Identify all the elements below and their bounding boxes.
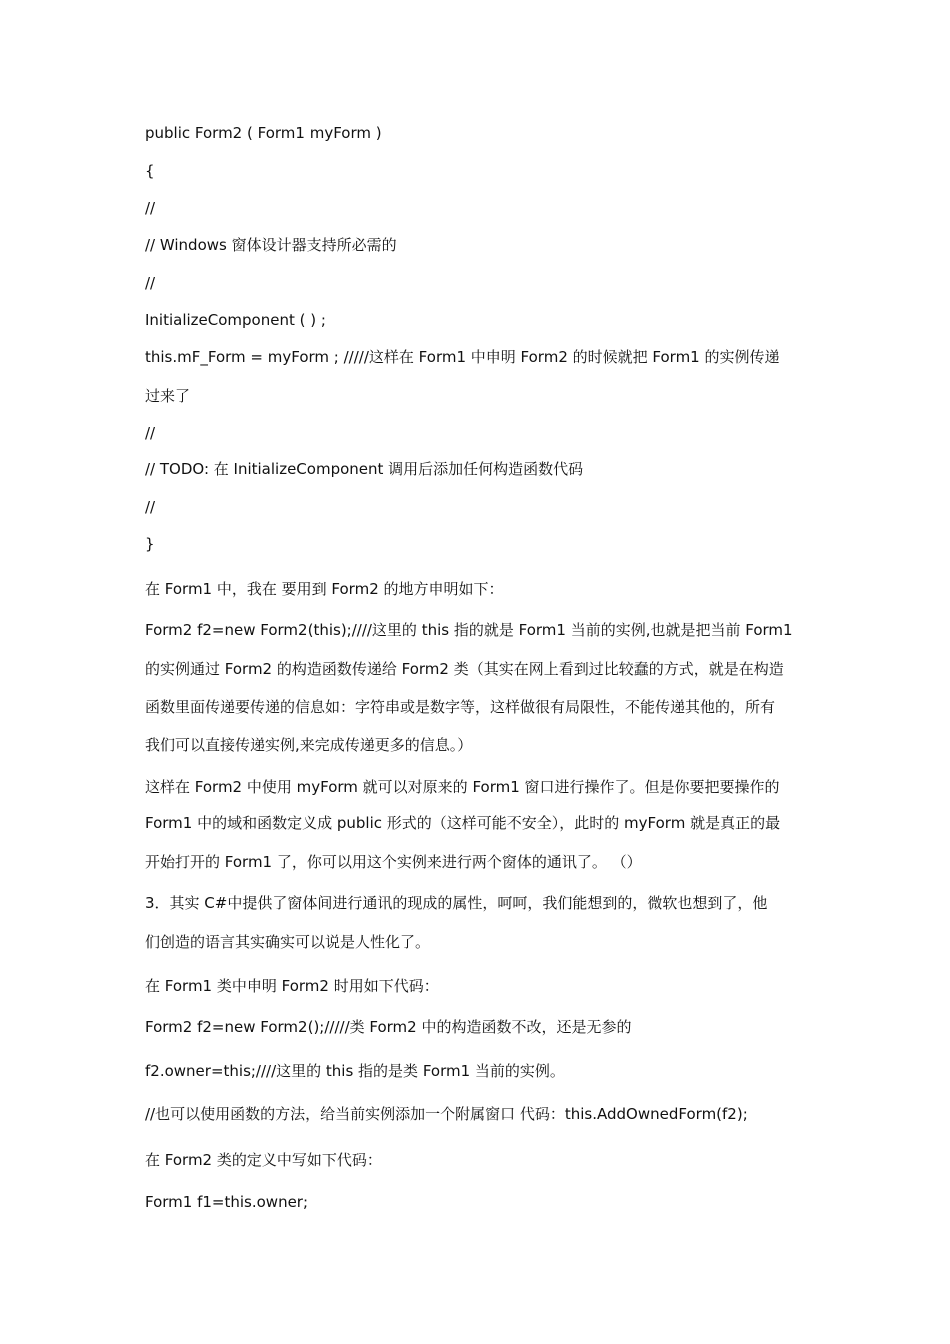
code-comment-line: // TODO: 在 InitializeComponent 调用后添加任何构造函数代码	[145, 460, 584, 478]
code-line: public Form2 ( Form1 myForm )	[145, 124, 382, 142]
code-line: Form2 f2=new Form2();/////类 Form2 中的构造函数不改，还是无参的	[145, 1018, 632, 1036]
paragraph-line: 在 Form2 类的定义中写如下代码：	[145, 1151, 382, 1169]
paragraph-line: 开始打开的 Form1 了，你可以用这个实例来进行两个窗体的通讯了。 （）	[145, 853, 642, 871]
code-line: Form1 f1=this.owner;	[145, 1193, 309, 1211]
code-comment-line: // Windows 窗体设计器支持所必需的	[145, 236, 397, 254]
paragraph-line: 在 Form1 类中申明 Form2 时用如下代码：	[145, 977, 439, 995]
code-line: InitializeComponent ( ) ;	[145, 311, 326, 329]
paragraph-line: Form2 f2=new Form2(this);////这里的 this 指的就是 Form1 当前的实例,也就是把当前 Form1	[145, 621, 793, 639]
code-line: {	[145, 162, 155, 180]
paragraph-line: 的实例通过 Form2 的构造函数传递给 Form2 类（其实在网上看到过比较蠢的方式，就是在构造	[145, 660, 784, 678]
code-line: this.mF_Form = myForm ; /////这样在 Form1 中申明 Form2 的时候就把 Form1 的实例传递	[145, 348, 780, 366]
paragraph-line: Form1 中的域和函数定义成 public 形式的（这样可能不安全），此时的 myForm 就是真正的最	[145, 814, 781, 832]
paragraph-line: 这样在 Form2 中使用 myForm 就可以对原来的 Form1 窗口进行操作了。但是你要把要操作的	[145, 778, 780, 796]
code-comment-line: //	[145, 424, 156, 442]
code-comment-line: //	[145, 498, 156, 516]
text-line: 过来了	[145, 387, 191, 405]
paragraph-line: 我们可以直接传递实例,来完成传递更多的信息。）	[145, 736, 473, 754]
paragraph-line: 在 Form1 中，我在 要用到 Form2 的地方申明如下：	[145, 580, 504, 598]
paragraph-line: 3．其实 C#中提供了窗体间进行通讯的现成的属性，呵呵，我们能想到的，微软也想到了，他	[145, 894, 768, 912]
code-line: f2.owner=this;////这里的 this 指的是类 Form1 当前的实例。	[145, 1062, 565, 1080]
paragraph-line: 函数里面传递要传递的信息如：字符串或是数字等，这样做很有局限性，不能传递其他的，所有	[145, 698, 776, 716]
code-comment-line: //	[145, 274, 156, 292]
paragraph-line: 们创造的语言其实确实可以说是人性化了。	[145, 933, 431, 951]
code-comment-line: //	[145, 199, 156, 217]
code-line: }	[145, 535, 155, 553]
code-comment-line: //也可以使用函数的方法，给当前实例添加一个附属窗口 代码：this.AddOwnedForm(f2);	[145, 1105, 748, 1123]
